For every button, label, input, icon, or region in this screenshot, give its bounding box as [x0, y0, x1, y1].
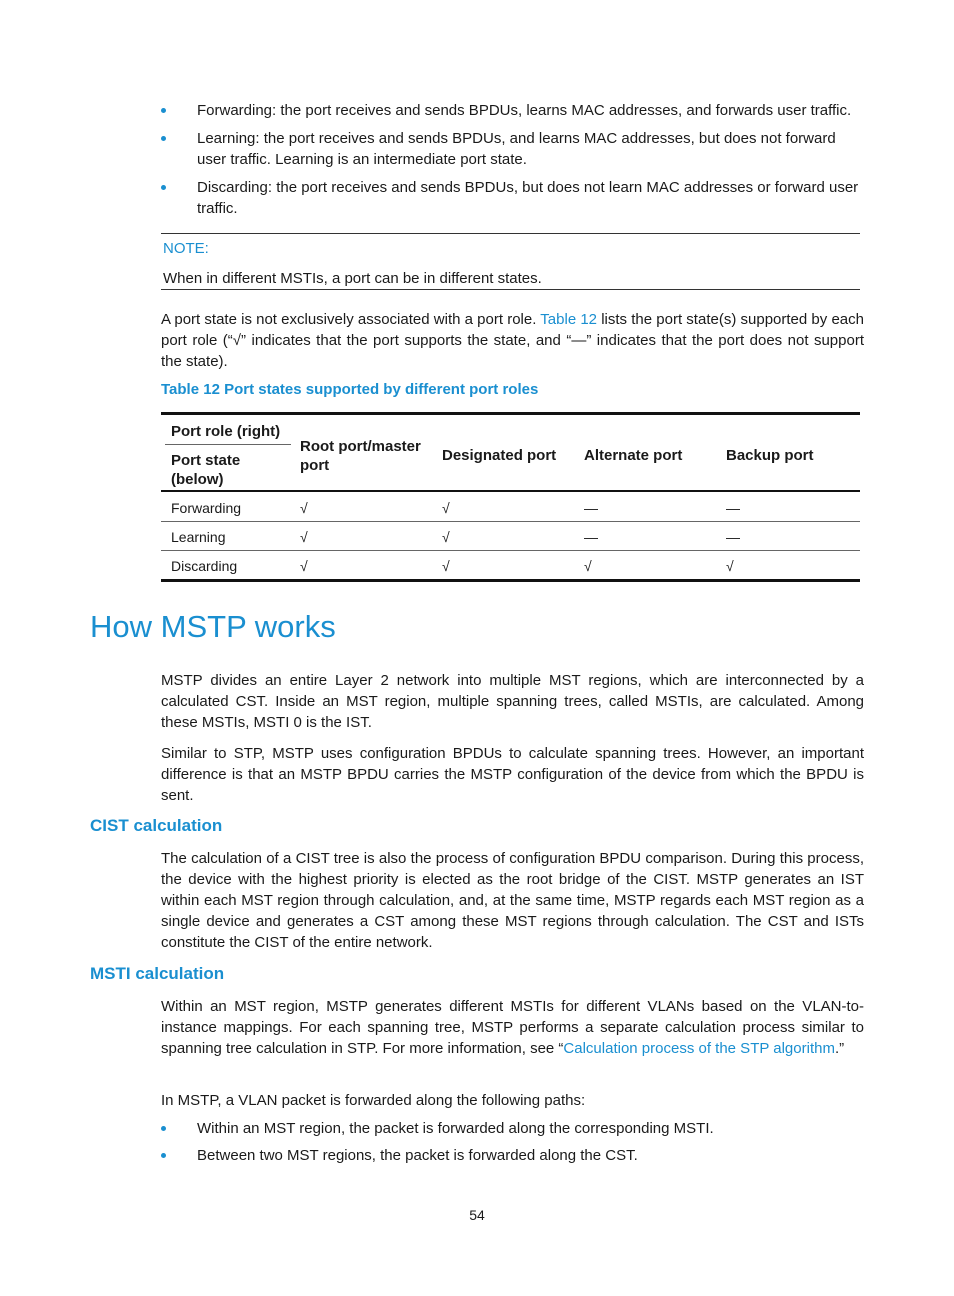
- page-number: 54: [469, 1207, 485, 1223]
- table-cell: √: [726, 558, 734, 574]
- table-cell: —: [726, 529, 740, 545]
- bullet-icon: [161, 1153, 166, 1158]
- cist-paragraph: The calculation of a CIST tree is also the process of configuration BPDU comparison. During this process, the device with the highest priority is elected as the root bridge of the CIST. MSTP generates an IST within each MST region through calculation, and, at the same time, MSTP regards each MST region as a single device and generates a CST among these MST regions through calculation. The CST and ISTs constitute the CIST of the entire network.: [161, 850, 864, 951]
- section-paragraph-1: MSTP divides an entire Layer 2 network into multiple MST regions, which are interconnected by a calculated CST. Inside an MST region, multiple spanning trees, called MSTIs, are calculated. Among these MSTIs, MSTI 0 is the IST.: [161, 672, 864, 731]
- cist-heading: CIST calculation: [90, 816, 223, 835]
- table-cell: √: [442, 558, 450, 574]
- list-item: Within an MST region, the packet is forwarded along the corresponding MSTI.: [161, 1118, 865, 1139]
- table-cell: √: [442, 529, 450, 545]
- table-cell: —: [726, 500, 740, 516]
- msti-paragraph-2: In MSTP, a VLAN packet is forwarded along the following paths:: [161, 1092, 586, 1109]
- note-top-rule: [161, 233, 860, 234]
- stp-algorithm-link[interactable]: Calculation process of the STP algorithm: [563, 1040, 835, 1057]
- table-row-state: Learning: [171, 529, 226, 545]
- msti-heading: MSTI calculation: [90, 964, 225, 983]
- table-cell: √: [584, 558, 592, 574]
- msti-paragraph: Within an MST region, MSTP generates different MSTIs for different VLANs based on the VLAN-to-instance mappings. For each spanning tree, MSTP performs a separate calculation process similar to spanning tree calculation in STP. For more information, see “Calculation process of the STP algorithm.”: [161, 998, 864, 1057]
- bullet-icon: [161, 1126, 166, 1131]
- table-cell: √: [300, 558, 308, 574]
- table-cell: √: [442, 500, 450, 516]
- table-caption: Table 12 Port states supported by different port roles: [161, 381, 539, 398]
- header-port-state: Port state (below): [171, 452, 241, 488]
- table-cell: √: [300, 500, 308, 516]
- table-cell: √: [300, 529, 308, 545]
- list-item: Discarding: the port receives and sends BPDUs, but does not learn MAC addresses or forward user traffic.: [161, 177, 865, 219]
- note-bottom-rule: [161, 289, 860, 290]
- section-paragraph-2: Similar to STP, MSTP uses configuration BPDUs to calculate spanning trees. However, an important difference is that an MSTP BPDU carries the MSTP configuration of the device from which the BPDU is sent.: [161, 745, 864, 804]
- bullet-icon: [161, 185, 166, 190]
- note-text: When in different MSTIs, a port can be in different states.: [163, 270, 542, 287]
- port-state-bullet-list: [161, 100, 865, 219]
- table-cell: —: [584, 529, 598, 545]
- row-divider: [161, 550, 860, 551]
- header-root-port: Root port/master port: [300, 438, 421, 474]
- header-bottom-rule: [161, 490, 860, 492]
- list-item: Forwarding: the port receives and sends BPDUs, learns MAC addresses, and forwards user traffic.: [161, 100, 865, 121]
- header-port-role: Port role (right): [171, 423, 281, 440]
- table-top-rule: [161, 412, 860, 415]
- header-split-rule: [165, 444, 291, 445]
- table-row-state: Discarding: [171, 558, 238, 574]
- row-divider: [161, 521, 860, 522]
- section-title: How MSTP works: [90, 609, 336, 644]
- table-row-state: Forwarding: [171, 500, 242, 516]
- msti-bullet-list: [161, 1118, 865, 1166]
- header-designated-port: Designated port: [442, 447, 557, 464]
- bullet-icon: [161, 108, 166, 113]
- list-item: Between two MST regions, the packet is forwarded along the CST.: [161, 1145, 865, 1166]
- bullet-icon: [161, 136, 166, 141]
- table-cell: —: [584, 500, 598, 516]
- intro-paragraph: A port state is not exclusively associated with a port role. Table 12 lists the port state(s) supported by each port role (“√” indicates that the port supports the state, and “—” indicates that the port does not support the state).: [161, 311, 864, 370]
- table-bottom-rule: [161, 579, 860, 582]
- list-item: Learning: the port receives and sends BPDUs, and learns MAC addresses, but does not forward user traffic. Learning is an intermediate port state.: [161, 128, 865, 170]
- note-label: NOTE:: [163, 240, 209, 257]
- header-alternate-port: Alternate port: [584, 447, 683, 464]
- table-12-link[interactable]: Table 12: [540, 311, 598, 328]
- header-backup-port: Backup port: [726, 447, 814, 464]
